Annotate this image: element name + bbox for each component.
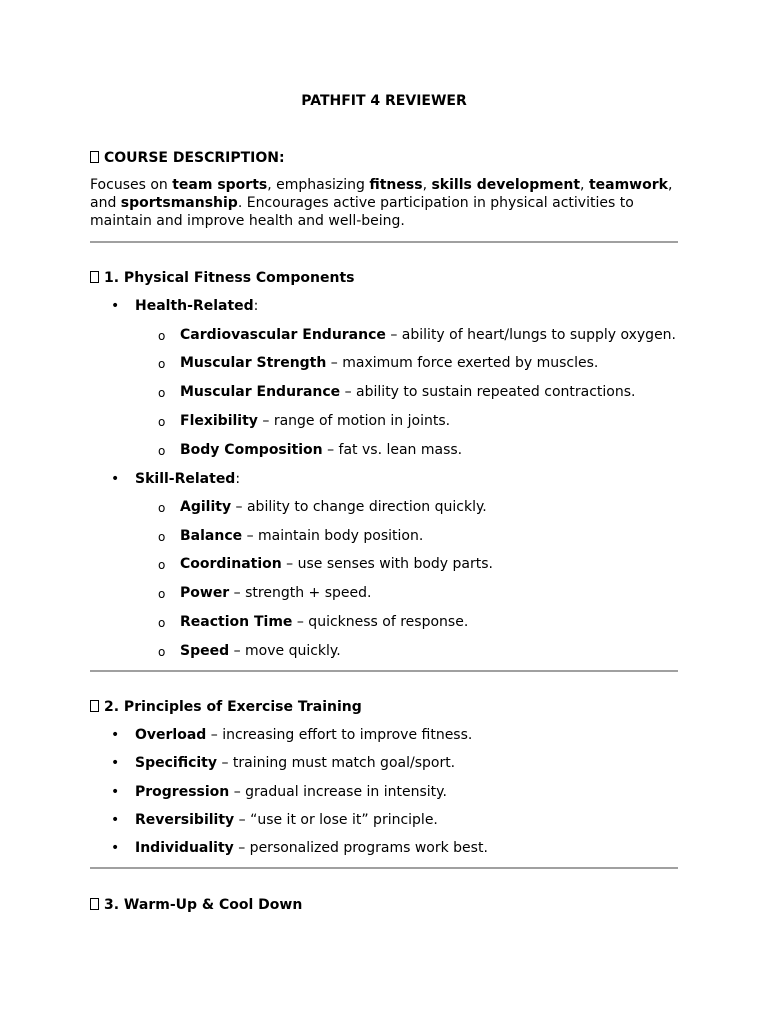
list-item: • Individuality – personalized programs work best. (111, 840, 488, 856)
list-item: o Balance – maintain body position. (158, 528, 424, 544)
list-item: • Overload – increasing effort to improve fitness. (111, 727, 473, 743)
section-3-heading: 3. Warm-Up & Cool Down (90, 896, 302, 914)
bullet-icon: • (111, 784, 120, 800)
divider (90, 867, 678, 869)
circle-bullet-icon: o (158, 386, 166, 400)
bullet-icon: • (111, 727, 120, 743)
list-item: o Cardiovascular Endurance – ability of heart/lungs to supply oxygen. (158, 327, 677, 343)
list-item: o Muscular Strength – maximum force exerted by muscles. (158, 355, 599, 371)
bullet-icon: • (111, 298, 120, 314)
list-item: o Muscular Endurance – ability to sustain repeated contractions. (158, 384, 636, 400)
list-item: • Progression – gradual increase in intensity. (111, 784, 447, 800)
list-item: o Reaction Time – quickness of response. (158, 614, 469, 630)
bullet-icon: • (111, 812, 120, 828)
course-description-heading: COURSE DESCRIPTION: (90, 149, 285, 167)
list-item-health-related: • Health-Related: (111, 298, 259, 314)
circle-bullet-icon: o (158, 558, 166, 572)
section-2-heading: 2. Principles of Exercise Training (90, 698, 362, 716)
list-item: • Specificity – training must match goal/sport. (111, 755, 456, 771)
list-item: o Agility – ability to change direction quickly. (158, 499, 487, 515)
missing-emoji-box-icon (90, 151, 99, 163)
circle-bullet-icon: o (158, 444, 166, 458)
missing-emoji-box-icon (90, 898, 99, 910)
document-title: PATHFIT 4 REVIEWER (301, 93, 467, 109)
list-item-skill-related: • Skill-Related: (111, 471, 241, 487)
missing-emoji-box-icon (90, 700, 99, 712)
list-item: • Reversibility – “use it or lose it” principle. (111, 812, 438, 828)
list-item: o Coordination – use senses with body parts. (158, 556, 493, 572)
list-item: o Body Composition – fat vs. lean mass. (158, 442, 463, 458)
bullet-icon: • (111, 471, 120, 487)
list-item: o Power – strength + speed. (158, 585, 372, 601)
list-item: o Flexibility – range of motion in joints. (158, 413, 451, 429)
divider (90, 241, 678, 243)
course-description-text: Focuses on team sports, emphasizing fitness, skills development, teamwork, and sportsmanship. Encourages active participation in physical activities to maintain and improve health and well-being. (90, 177, 673, 229)
circle-bullet-icon: o (158, 616, 166, 630)
circle-bullet-icon: o (158, 501, 166, 515)
missing-emoji-box-icon (90, 271, 99, 283)
list-item: o Speed – move quickly. (158, 643, 341, 659)
circle-bullet-icon: o (158, 645, 166, 659)
circle-bullet-icon: o (158, 357, 166, 371)
bullet-icon: • (111, 840, 120, 856)
bullet-icon: • (111, 755, 120, 771)
circle-bullet-icon: o (158, 329, 166, 343)
circle-bullet-icon: o (158, 415, 166, 429)
divider (90, 670, 678, 672)
section-1-heading: 1. Physical Fitness Components (90, 269, 354, 287)
circle-bullet-icon: o (158, 587, 166, 601)
circle-bullet-icon: o (158, 530, 166, 544)
